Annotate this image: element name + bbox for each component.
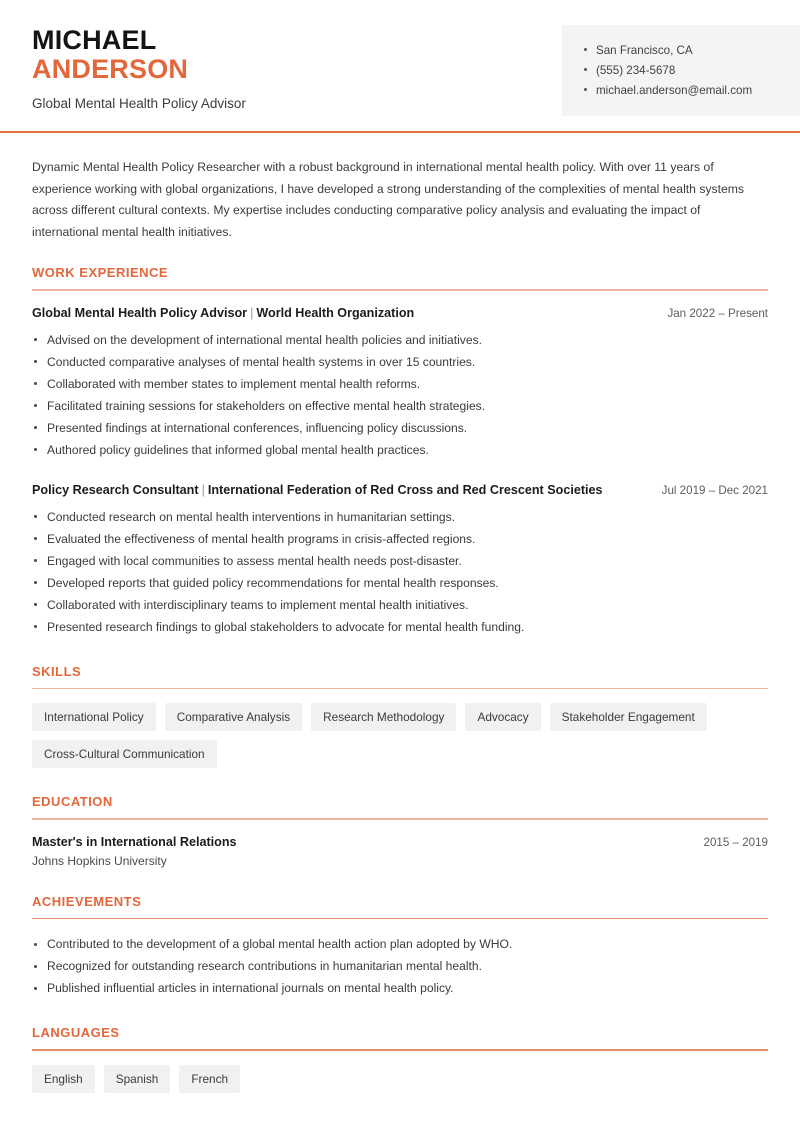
section-education	[32, 794, 768, 868]
bullet-dot-icon	[34, 987, 37, 990]
bullet-text: Facilitated training sessions for stakeholders on effective mental health strategies.	[47, 398, 486, 413]
bullet-text: Evaluated the effectiveness of mental health programs in crisis-affected regions.	[47, 531, 476, 546]
work-bullet-list	[32, 506, 768, 638]
bullet-dot-icon	[584, 48, 587, 51]
last-name: ANDERSON	[32, 54, 189, 84]
education-entry	[32, 835, 768, 868]
section-title-skills: SKILLS	[32, 663, 82, 679]
bullet-dot-icon	[584, 88, 587, 91]
language-tag: English	[32, 1065, 95, 1093]
work-bullet-list	[32, 329, 768, 461]
bullet-item	[32, 550, 768, 572]
work-entry-title	[32, 306, 414, 320]
bullet-item	[32, 506, 768, 528]
bullet-text: Developed reports that guided policy recommendations for mental health responses.	[47, 575, 499, 590]
skill-tag: Advocacy	[465, 703, 540, 731]
section-title-achievements: ACHIEVEMENTS	[32, 893, 142, 909]
full-name	[32, 26, 246, 55]
section-achievements	[32, 894, 768, 1000]
bullet-item	[32, 439, 768, 461]
bullet-text: Collaborated with member states to implement mental health reforms.	[47, 376, 421, 391]
header-job-title: Global Mental Health Policy Advisor	[32, 96, 246, 111]
bullet-item	[32, 594, 768, 616]
work-entry	[32, 306, 768, 461]
work-company: World Health Organization	[256, 305, 415, 320]
bullet-item	[32, 373, 768, 395]
section-divider	[32, 818, 768, 820]
resume-header	[0, 0, 800, 133]
section-divider	[32, 918, 768, 920]
first-name: MICHAEL	[32, 25, 157, 55]
bullet-dot-icon	[34, 515, 37, 518]
bullet-item	[32, 616, 768, 638]
education-degree: Master's in International Relations	[32, 834, 237, 849]
bullet-text: Authored policy guidelines that informed global mental health practices.	[47, 442, 429, 457]
bullet-text: Recognized for outstanding research contributions in humanitarian mental health.	[47, 959, 482, 974]
contact-panel	[562, 25, 800, 116]
bullet-text: Published influential articles in international journals on mental health policy.	[47, 981, 454, 996]
bullet-dot-icon	[34, 448, 37, 451]
bullet-text: Collaborated with interdisciplinary teams to implement mental health initiatives.	[47, 597, 469, 612]
bullet-dot-icon	[34, 581, 37, 584]
title-separator: |	[201, 482, 205, 497]
section-languages	[32, 1025, 768, 1093]
bullet-dot-icon	[584, 68, 587, 71]
bullet-item	[32, 528, 768, 550]
work-date: Jan 2022 – Present	[667, 306, 768, 320]
bullet-dot-icon	[34, 360, 37, 363]
professional-summary: Dynamic Mental Health Policy Researcher with a robust background in international mental health policy. With over 11 years of experience working with global organizations, I have developed a strong understanding of the complexities of mental health systems across different cultural contexts. My expertise includes conducting comparative policy analysis and evaluating the impact of international mental health initiatives.	[32, 160, 745, 239]
work-entry-title	[32, 483, 603, 497]
bullet-dot-icon	[34, 625, 37, 628]
bullet-dot-icon	[34, 426, 37, 429]
bullet-item	[32, 955, 768, 977]
education-school: Johns Hopkins University	[32, 853, 167, 868]
education-date: 2015 – 2019	[703, 835, 768, 849]
section-skills	[32, 664, 768, 769]
language-tag: Spanish	[104, 1065, 171, 1093]
bullet-item	[32, 933, 768, 955]
contact-phone[interactable]	[584, 64, 800, 77]
bullet-item	[32, 417, 768, 439]
work-entry	[32, 483, 768, 638]
contact-location	[584, 44, 800, 57]
bullet-item	[32, 977, 768, 999]
skill-tag: Cross-Cultural Communication	[32, 740, 217, 768]
bullet-dot-icon	[34, 537, 37, 540]
contact-email-text: michael.anderson@email.com	[596, 84, 753, 97]
title-separator: |	[250, 305, 254, 320]
bullet-text: Contributed to the development of a global mental health action plan adopted by WHO.	[47, 937, 513, 952]
contact-email[interactable]	[584, 84, 800, 97]
section-divider	[32, 1049, 768, 1051]
identity-block	[0, 0, 246, 111]
skill-tag: International Policy	[32, 703, 156, 731]
header-divider	[0, 131, 800, 133]
work-role: Policy Research Consultant	[32, 482, 199, 497]
contact-phone-text: (555) 234-5678	[596, 64, 676, 77]
languages-tag-list	[32, 1065, 768, 1093]
language-tag: French	[179, 1065, 240, 1093]
work-company: International Federation of Red Cross and Red Crescent Societies	[207, 482, 603, 497]
bullet-dot-icon	[34, 559, 37, 562]
bullet-dot-icon	[34, 404, 37, 407]
bullet-dot-icon	[34, 382, 37, 385]
bullet-text: Conducted comparative analyses of mental health systems in over 15 countries.	[47, 354, 476, 369]
section-title-languages: LANGUAGES	[32, 1025, 120, 1041]
bullet-text: Engaged with local communities to assess mental health needs post-disaster.	[47, 553, 462, 568]
bullet-item	[32, 572, 768, 594]
bullet-text: Advised on the development of international mental health policies and initiatives.	[47, 332, 482, 347]
skill-tag: Stakeholder Engagement	[550, 703, 707, 731]
work-role: Global Mental Health Policy Advisor	[32, 305, 248, 320]
contact-location-text: San Francisco, CA	[596, 44, 693, 57]
bullet-dot-icon	[34, 965, 37, 968]
section-divider	[32, 688, 768, 690]
bullet-dot-icon	[34, 603, 37, 606]
section-title-work: WORK EXPERIENCE	[32, 265, 169, 280]
section-divider	[32, 289, 768, 291]
section-title-education: EDUCATION	[32, 794, 113, 810]
bullet-dot-icon	[34, 338, 37, 341]
section-work-experience	[32, 265, 768, 638]
skill-tag: Comparative Analysis	[165, 703, 302, 731]
bullet-item	[32, 329, 768, 351]
skills-tag-list	[32, 703, 768, 768]
work-date: Jul 2019 – Dec 2021	[661, 483, 768, 497]
bullet-text: Presented findings at international conferences, influencing policy discussions.	[47, 420, 468, 435]
bullet-dot-icon	[34, 943, 37, 946]
achievements-list	[32, 933, 768, 999]
bullet-item	[32, 395, 768, 417]
bullet-text: Presented research findings to global stakeholders to advocate for mental health funding.	[47, 619, 525, 634]
bullet-text: Conducted research on mental health interventions in humanitarian settings.	[47, 509, 456, 524]
skill-tag: Research Methodology	[311, 703, 456, 731]
bullet-item	[32, 351, 768, 373]
